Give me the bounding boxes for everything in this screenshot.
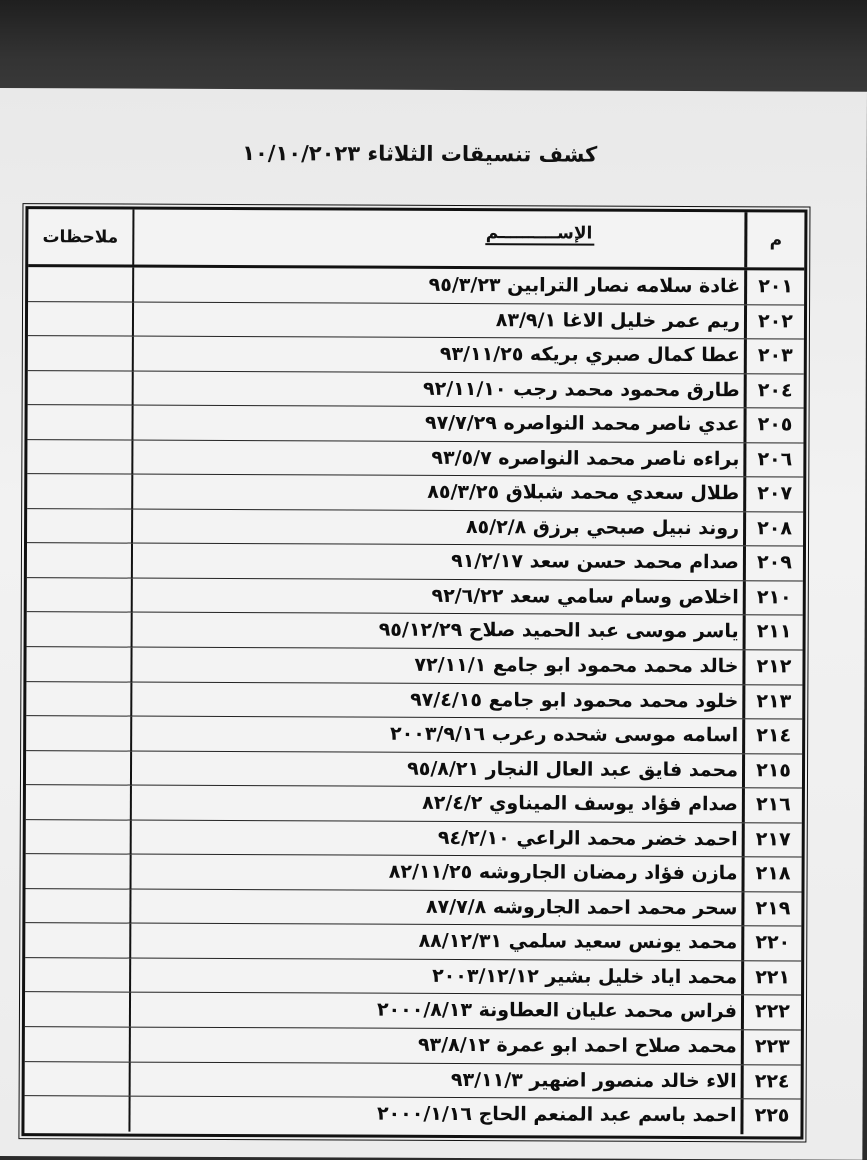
notes-cell [25,958,131,992]
header-name-label: الإســــــــــم [486,223,595,245]
name-cell: محمد فايق عبد العال النجار ٩٥/٨/٢١ [132,751,745,787]
document-page [0,88,867,1160]
table-row [26,682,802,720]
header-notes: ملاحظات [28,209,134,264]
name-cell: خالد محمد محمود ابو جامع ٧٢/١١/١ [132,648,745,684]
name-cell: مازن فؤاد رمضان الجاروشه ٨٢/١١/٢٥ [132,855,745,891]
number-cell: ٢٢٠ [755,931,791,954]
notes-cell [25,1062,131,1096]
table-row [26,820,802,858]
notes-cell [27,543,133,577]
number-cell: ٢٢٢ [755,1000,790,1023]
table-row [26,854,802,892]
name-cell: براءه ناصر محمد النواصره ٩٣/٥/٧ [133,440,746,476]
name-cell: روند نبيل صبحي برزق ٨٥/٢/٨ [133,509,746,545]
notes-cell [27,405,133,439]
table-row [26,647,802,685]
number-cell: ٢١٢ [756,655,792,678]
table-row [26,716,802,754]
number-cell: ٢٢٣ [754,1035,790,1058]
number-cell: ٢٢٤ [754,1069,790,1093]
table-row [27,474,803,512]
table-row [25,1062,801,1100]
notes-cell [26,682,132,716]
name-cell: سحر محمد احمد الجاروشه ٨٧/٧/٨ [131,889,744,925]
name-cell: اخلاص وسام سامي سعد ٩٢/٦/٢٢ [133,579,746,615]
name-cell: محمد اياد خليل بشير ٢٠٠٣/١٢/١٢ [131,959,744,995]
notes-cell [28,371,134,405]
names-table [21,206,807,1139]
number-cell: ٢٠٦ [757,448,793,471]
name-cell: اسامه موسى شحده رعرب ٢٠٠٣/٩/١٦ [132,717,745,753]
name-cell: خلود محمد محمود ابو جامع ٩٧/٤/١٥ [132,682,745,718]
table-row [27,509,803,547]
table-row [25,958,801,996]
name-cell: غادة سلامه نصار الترابين ٩٥/٣/٢٣ [134,268,747,304]
number-cell: ٢١٤ [756,724,792,747]
table-row [28,336,804,374]
number-cell: ٢١٨ [755,862,791,885]
number-cell: ٢٠٩ [756,551,792,574]
number-cell: ٢١١ [756,620,792,643]
notes-cell [27,440,133,474]
table-row [27,578,803,616]
name-cell: ريم عمر خليل الاغا ٨٣/٩/١ [134,302,747,338]
name-cell: محمد يونس سعيد سلمي ٨٨/١٢/٣١ [131,924,744,960]
name-cell: عطا كمال صبري بريكه ٩٣/١١/٢٥ [134,337,747,373]
number-cell: ٢٠٧ [757,482,793,505]
table-row [24,1096,800,1134]
notes-cell [26,785,132,819]
number-cell: ٢٠١ [758,275,794,298]
number-cell: ٢١٧ [755,828,791,851]
table-row [25,993,801,1031]
number-cell: ٢٢١ [755,966,791,989]
name-cell: الاء خالد منصور اضهير ٩٣/١١/٣ [131,1062,744,1098]
notes-cell [24,1096,130,1131]
name-cell: صدام محمد حسن سعد ٩١/٢/١٧ [133,544,746,580]
notes-cell [25,1027,131,1061]
name-cell: احمد خضر محمد الراعي ٩٤/٢/١٠ [132,820,745,856]
name-cell: محمد صلاح احمد ابو عمرة ٩٣/٨/١٢ [131,1028,744,1064]
number-cell: ٢٢٥ [754,1104,790,1127]
number-cell: ٢٠٣ [757,344,793,367]
notes-cell [26,716,132,750]
name-cell: صدام فؤاد يوسف الميناوي ٨٢/٤/٢ [132,786,745,822]
table-row [25,889,801,927]
notes-cell [27,578,133,612]
table-row [28,371,804,409]
notes-cell [25,993,131,1027]
name-cell: طلال سعدي محمد شبلاق ٨٥/٣/٢٥ [133,475,746,511]
notes-cell [27,509,133,543]
number-cell: ٢١٣ [756,689,792,713]
table-row [26,751,802,789]
notes-cell [25,889,131,923]
name-cell: طارق محمود محمد رجب ٩٢/١١/١٠ [134,371,747,407]
name-cell: عدي ناصر محمد النواصره ٩٧/٧/٢٩ [133,406,746,442]
table-row [28,267,804,305]
table-row [27,440,803,478]
name-cell: ياسر موسى عبد الحميد صلاح ٩٥/١٢/٢٩ [133,613,746,649]
table-row [25,924,801,962]
notes-cell [27,613,133,647]
number-cell: ٢١٥ [756,758,791,782]
number-cell: ٢٠٥ [757,413,793,436]
table-row [26,785,802,823]
table-row [27,543,803,581]
number-cell: ٢١٠ [756,586,792,609]
header-name [134,210,747,268]
notes-cell [28,302,134,336]
number-cell: ٢١٦ [755,793,791,816]
background-surface [0,0,867,95]
notes-cell [28,267,134,301]
notes-cell [28,336,134,370]
number-cell: ٢١٩ [755,897,791,920]
notes-cell [26,647,132,681]
name-cell: فراس محمد عليان العطاونة ٢٠٠٠/٨/١٣ [131,993,744,1029]
table-row [28,302,804,340]
header-number: م [769,229,783,250]
number-cell: ٢٠٤ [757,378,793,402]
table-row [27,613,803,651]
notes-cell [27,474,133,508]
table-row [27,405,803,443]
notes-cell [26,820,132,854]
table-row [25,1027,801,1065]
notes-cell [26,751,132,785]
table-header [28,209,804,270]
notes-cell [25,924,131,958]
number-cell: ٢٠٨ [757,517,793,540]
name-cell: احمد باسم عبد المنعم الحاج ٢٠٠٠/١/١٦ [130,1097,743,1134]
number-cell: ٢٠٢ [758,309,793,333]
notes-cell [26,854,132,888]
document-title: كشف تنسيقات الثلاثاء ١٠/١٠/٢٠٢٣ [242,141,598,167]
table-body [24,267,804,1134]
